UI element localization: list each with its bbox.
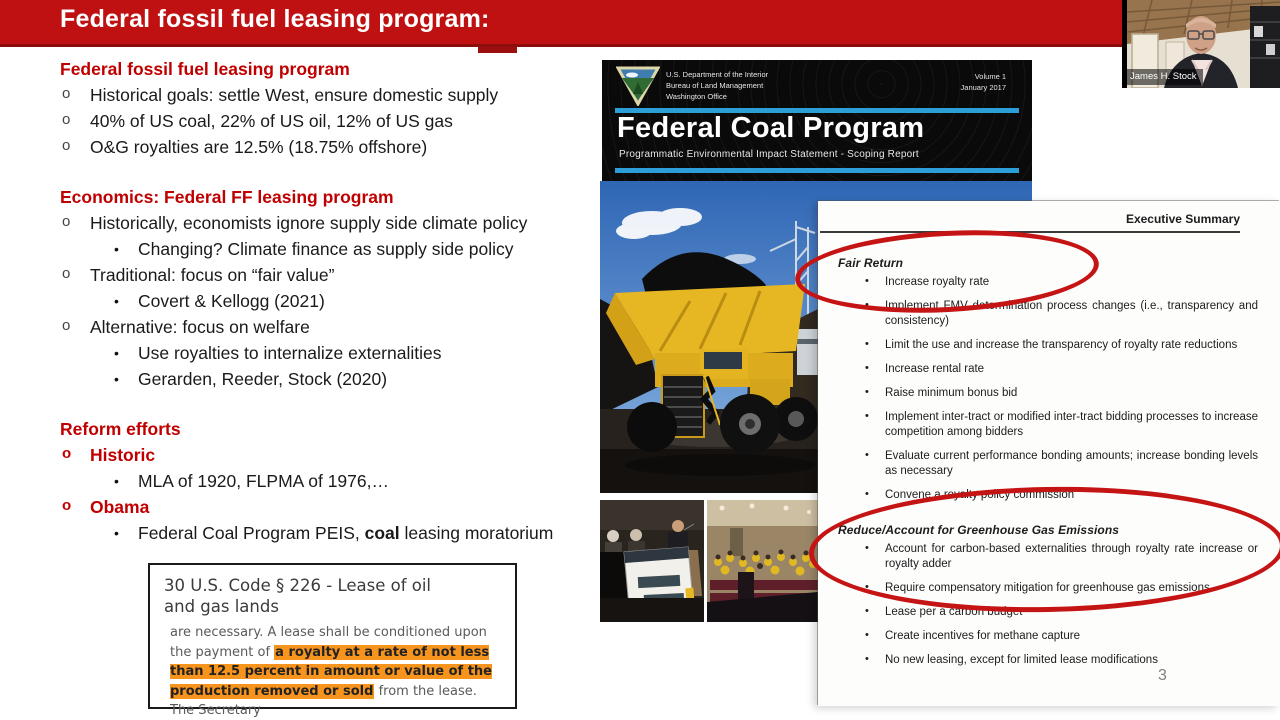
doc-bullet-marker: • xyxy=(865,653,869,665)
bullet-text: Gerarden, Reeder, Stock (2020) xyxy=(138,369,388,389)
doc-bullet-text: Increase royalty rate xyxy=(885,276,990,288)
doc-bullet-text: Increase rental rate xyxy=(885,363,985,375)
bullet-marker: • xyxy=(114,293,119,309)
bullet-item xyxy=(60,288,620,314)
doc-bullet-text: Evaluate current performance bonding amounts; increase bonding levels as necessary xyxy=(885,450,1258,477)
doc-bullet-marker: • xyxy=(865,275,869,287)
doc-bullet-text: Create incentives for methane capture xyxy=(885,630,1080,642)
bullet-text: Traditional: focus on “fair value” xyxy=(90,265,335,285)
bullet-text xyxy=(138,523,553,543)
bullet-text: Covert & Kellogg (2021) xyxy=(138,291,325,311)
bullet-item xyxy=(60,210,620,236)
webcam-name-label: James H. Stock xyxy=(1126,69,1203,85)
section-heading: Reform efforts xyxy=(60,419,181,439)
bullet-item xyxy=(60,134,620,160)
bullet-item xyxy=(60,236,620,262)
statute-body-prefix: are necessary. A lease shall be conditioned upon the payment of xyxy=(170,625,487,660)
bullet-item xyxy=(60,468,620,494)
bullet-text: Historically, economists ignore supply side climate policy xyxy=(90,213,528,233)
bullet-marker: o xyxy=(62,265,71,282)
statute-quote-box xyxy=(148,563,517,718)
doc-bullet-marker: • xyxy=(865,449,869,461)
bullet-text: Use royalties to internalize externalities xyxy=(138,343,442,363)
doc-bullet-marker: • xyxy=(865,362,869,374)
content-section xyxy=(60,184,620,392)
machinery xyxy=(797,329,818,375)
doc-bullet-marker: • xyxy=(865,299,869,311)
bullet-marker: o xyxy=(62,317,71,334)
cover-title: Federal Coal Program xyxy=(617,112,925,144)
doc-bullet-item xyxy=(863,386,1258,401)
cover-volume-lines xyxy=(961,71,1006,93)
doc-bullet-item xyxy=(863,362,1258,377)
statute-highlighted-text: a royalty at a rate of not less than 12.5 percent in amount or value of the production removed or sold xyxy=(170,644,492,699)
bullet-text: Alternative: focus on welfare xyxy=(90,317,310,337)
cover-accent-bar xyxy=(615,168,1019,173)
left-column xyxy=(60,56,620,570)
shelving xyxy=(1250,6,1280,88)
bullet-marker: o xyxy=(62,111,71,128)
bullet-text: 40% of US coal, 22% of US oil, 12% of US gas xyxy=(90,111,453,131)
agency-line: Bureau of Land Management xyxy=(666,81,764,90)
bullet-text-segment: coal xyxy=(364,523,400,543)
bullet-text: O&G royalties are 12.5% (18.75% offshore) xyxy=(90,137,428,157)
doc-group-heading: Reduce/Account for Greenhouse Gas Emissions xyxy=(838,523,1120,537)
webcam-tile xyxy=(1122,0,1280,88)
bullet-item xyxy=(60,108,620,134)
bullet-item xyxy=(60,340,620,366)
bullet-marker: • xyxy=(114,345,119,361)
cover-subtitle: Programmatic Environmental Impact Statement - Scoping Report xyxy=(619,149,919,160)
bullet-item xyxy=(60,494,620,520)
bullet-text: MLA of 1920, FLPMA of 1976,… xyxy=(138,471,389,491)
doc-page-number: 3 xyxy=(1158,667,1167,684)
doc-bullet-marker: • xyxy=(865,581,869,593)
doc-bullet-marker: • xyxy=(865,410,869,422)
bullet-text: Historic xyxy=(90,445,156,465)
doc-bullet-marker: • xyxy=(865,605,869,617)
slide-title-banner xyxy=(0,0,1122,47)
doc-bullet-text: Raise minimum bonus bid xyxy=(885,387,1018,399)
federal-coal-program-cover xyxy=(602,60,1032,181)
bullet-marker: o xyxy=(62,213,71,230)
bullet-marker: o xyxy=(62,445,72,462)
bullet-text: Historical goals: settle West, ensure domestic supply xyxy=(90,85,499,105)
statute-title: 30 U.S. Code § 226 - Lease of oil and gas lands xyxy=(164,576,432,616)
volume-line: January 2017 xyxy=(960,83,1006,92)
slide-title: Federal fossil fuel leasing program: xyxy=(60,5,490,33)
content-section xyxy=(60,56,620,160)
doc-bullet-item xyxy=(863,410,1258,440)
doc-bullet-text: Convene a royalty policy commission xyxy=(885,489,1075,501)
bullet-item xyxy=(60,82,620,108)
doc-bullet-text: No new leasing, except for limited lease modifications xyxy=(885,654,1158,666)
doc-bullet-text: Limit the use and increase the transparency of royalty rate reductions xyxy=(885,339,1238,351)
agency-line: U.S. Department of the Interior xyxy=(666,70,769,79)
bullet-marker: o xyxy=(62,497,72,514)
doc-bullet-text: Implement FMV determination process changes (i.e., transparency and consistency) xyxy=(885,300,1258,327)
public-meeting-photos xyxy=(600,500,818,622)
bullet-marker: • xyxy=(114,473,119,489)
doc-bullet-text: Require compensatory mitigation for greenhouse gas emissions xyxy=(885,582,1210,594)
cover-agency-lines xyxy=(666,69,768,102)
banner-accent-notch xyxy=(478,47,517,53)
bullet-marker: o xyxy=(62,85,71,102)
bullet-text-segment: Federal Coal Program PEIS, xyxy=(138,523,365,543)
doc-bullet-item xyxy=(863,653,1258,668)
bullet-marker: o xyxy=(62,137,71,154)
photo-gap xyxy=(704,500,707,622)
section-heading: Federal fossil fuel leasing program xyxy=(60,59,350,79)
bullet-item xyxy=(60,520,620,546)
doc-bullet-marker: • xyxy=(865,629,869,641)
bullet-marker: • xyxy=(114,371,119,387)
doc-bullet-item xyxy=(863,449,1258,479)
doc-bullet-item xyxy=(863,338,1258,353)
bullet-text: Obama xyxy=(90,497,150,517)
doc-bullet-text: Lease per a carbon budget xyxy=(885,606,1023,618)
volume-line: Volume 1 xyxy=(974,72,1006,81)
doc-bullet-text: Account for carbon-based externalities through royalty rate increase or royalty adder xyxy=(885,543,1258,570)
agency-line: Washington Office xyxy=(666,92,727,101)
bullet-marker: • xyxy=(114,525,119,541)
doc-bullet-item xyxy=(863,629,1258,644)
doc-bullet-text: Implement inter-tract or modified inter-tract bidding processes to increase competition among bidders xyxy=(885,411,1258,438)
bullet-text-segment: leasing moratorium xyxy=(399,523,554,543)
doc-header: Executive Summary xyxy=(1125,212,1240,226)
panel-audience xyxy=(707,500,818,622)
doc-group-heading: Fair Return xyxy=(838,256,904,270)
bullet-text: Changing? Climate finance as supply side policy xyxy=(138,239,514,259)
doc-bullet-marker: • xyxy=(865,338,869,350)
content-section xyxy=(60,416,620,546)
bullet-item xyxy=(60,366,620,392)
bullet-item xyxy=(60,262,620,288)
bullet-marker: • xyxy=(114,241,119,257)
bullet-item xyxy=(60,442,620,468)
section-heading: Economics: Federal FF leasing program xyxy=(60,187,394,207)
blm-logo xyxy=(616,66,660,106)
statute-body-suffix: from the lease. The Secretary xyxy=(170,683,477,718)
doc-bullet-marker: • xyxy=(865,542,869,554)
bullet-item xyxy=(60,314,620,340)
statute-body xyxy=(170,623,496,720)
doc-bullet-marker: • xyxy=(865,386,869,398)
doc-bullet-marker: • xyxy=(865,488,869,500)
